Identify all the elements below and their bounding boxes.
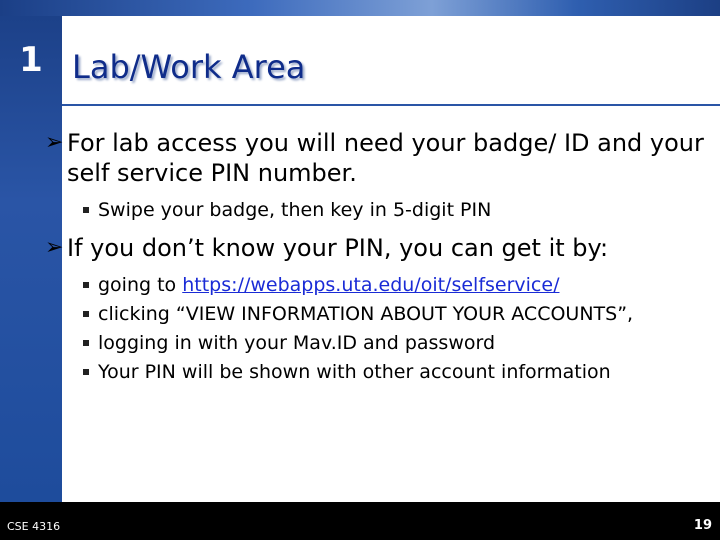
square-bullet-icon [83, 340, 89, 346]
bullet-lab-access [45, 128, 705, 188]
bullet-text: For lab access you will need your badge/ ID and your self service PIN number. [67, 129, 704, 187]
slide-content [45, 128, 705, 395]
square-bullet-icon [83, 207, 89, 213]
course-label: CSE 4316 [7, 520, 61, 533]
square-bullet-icon [83, 369, 89, 375]
sub-list-lab-access [83, 196, 705, 225]
slide-title: Lab/Work Area [72, 48, 306, 86]
sub-bullet [83, 271, 705, 300]
sub-bullet-text: Your PIN will be shown with other account information [98, 361, 611, 383]
sub-bullet [83, 358, 705, 387]
top-accent-band [0, 0, 720, 16]
sub-bullet [83, 300, 705, 329]
slide-index-badge: 1 [19, 40, 43, 80]
sub-bullet [83, 329, 705, 358]
sub-bullet-text: clicking “VIEW INFORMATION ABOUT YOUR ACCOUNTS”, [98, 303, 634, 325]
sub-bullet-text: Swipe your badge, then key in 5-digit PIN [98, 199, 492, 221]
sub-bullet-text: going to [98, 274, 183, 296]
arrow-bullet-icon: ➢ [45, 130, 64, 155]
footer-bar [0, 502, 720, 540]
title-divider [62, 104, 720, 106]
sub-bullet [83, 196, 705, 225]
square-bullet-icon [83, 282, 89, 288]
square-bullet-icon [83, 311, 89, 317]
selfservice-link[interactable]: https://webapps.uta.edu/oit/selfservice/ [182, 274, 560, 296]
arrow-bullet-icon: ➢ [45, 235, 64, 260]
sub-list-get-pin [83, 271, 705, 387]
page-number: 19 [693, 518, 712, 533]
sub-bullet-text: logging in with your Mav.ID and password [98, 332, 496, 354]
bullet-text: If you don’t know your PIN, you can get it by: [67, 234, 609, 262]
bullet-get-pin [45, 233, 705, 263]
